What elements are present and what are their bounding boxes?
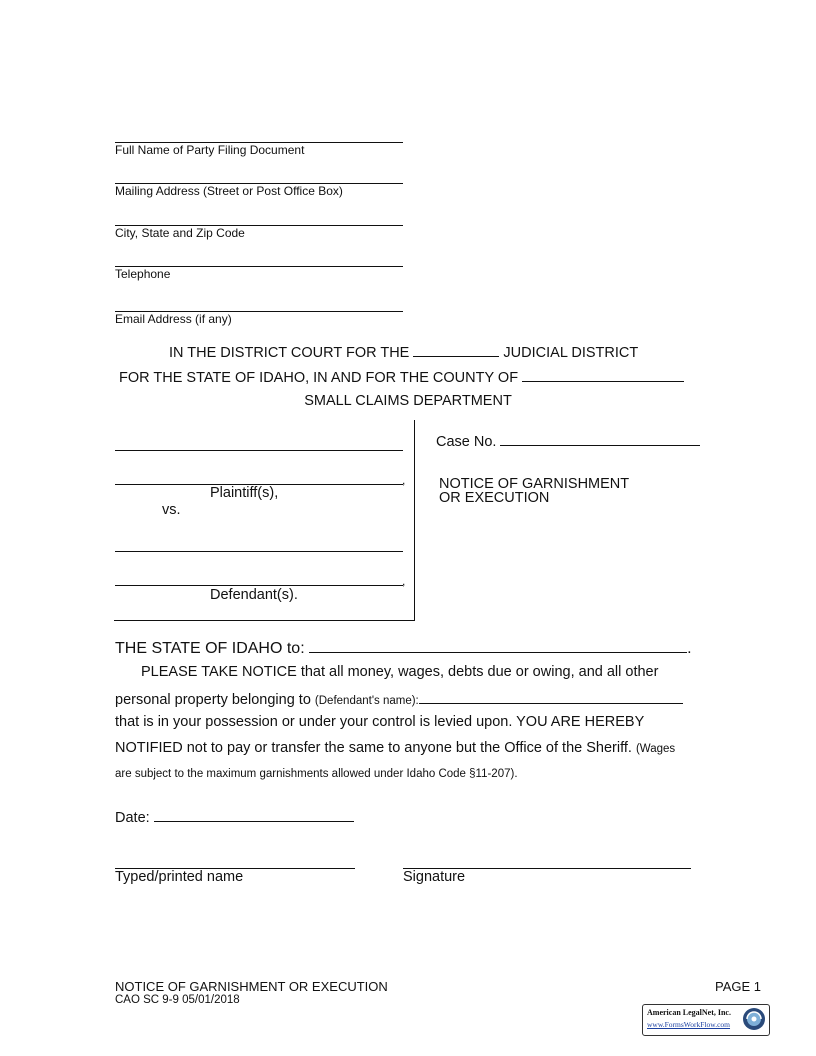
plaintiff-line-1[interactable] — [115, 450, 403, 451]
court-line-3: SMALL CLAIMS DEPARTMENT — [304, 393, 512, 409]
case-no-row — [436, 431, 700, 450]
plaintiff-comma: , — [402, 473, 406, 487]
court-line-1 — [169, 342, 638, 361]
typed-name-label: Typed/printed name — [115, 869, 244, 885]
signature-label: Signature — [403, 869, 466, 885]
defendant-label: Defendant(s). — [210, 587, 298, 603]
telephone-label: Telephone — [115, 267, 171, 281]
doc-title-2: OR EXECUTION — [439, 490, 550, 506]
full-name-label: Full Name of Party Filing Document — [115, 143, 305, 157]
notice-line-2-a: personal property belonging to — [115, 692, 311, 708]
email-label: Email Address (if any) — [115, 312, 232, 326]
doc-title-1: NOTICE OF GARNISHMENT — [439, 476, 630, 492]
judicial-district-blank[interactable] — [413, 342, 499, 357]
notice-line-4-b: (Wages — [635, 743, 676, 755]
logo-url: www.FormsWorkFlow.com — [647, 1020, 731, 1029]
mailing-address-label: Mailing Address (Street or Post Office Box) — [115, 184, 343, 198]
court-line-2-text: FOR THE STATE OF IDAHO, IN AND FOR THE COUNTY OF — [119, 370, 519, 386]
notice-line-1: PLEASE TAKE NOTICE that all money, wages, debts due or owing, and all other — [141, 664, 659, 680]
defendant-name-blank[interactable] — [419, 689, 683, 704]
footer-page: PAGE 1 — [715, 979, 762, 994]
date-row — [115, 807, 354, 826]
footer-form-id: CAO SC 9-9 05/01/2018 — [115, 994, 240, 1006]
american-legalnet-logo[interactable] — [642, 1004, 770, 1036]
state-to-row — [115, 638, 692, 658]
county-blank[interactable] — [522, 367, 684, 382]
court-line-1-a: IN THE DISTRICT COURT FOR THE — [169, 345, 410, 361]
notice-line-5: are subject to the maximum garnishments allowed under Idaho Code §11-207). — [115, 768, 518, 780]
globe-icon — [741, 1006, 767, 1032]
notice-line-4-a: NOTIFIED not to pay or transfer the same to anyone but the Office of the Sheriff. — [115, 740, 632, 756]
defendant-line-1[interactable] — [115, 551, 403, 552]
defendant-name-label: (Defendant's name): — [314, 695, 419, 707]
notice-line-3: that is in your possession or under your control is levied upon. YOU ARE HEREBY — [115, 714, 645, 730]
notice-line-4 — [115, 740, 675, 756]
caption-divider — [414, 420, 415, 621]
defendant-comma: , — [402, 574, 406, 588]
footer-title: NOTICE OF GARNISHMENT OR EXECUTION — [115, 979, 388, 994]
date-blank[interactable] — [154, 807, 354, 822]
caption-bottom-line — [114, 620, 414, 621]
state-to-label: THE STATE OF IDAHO to: — [115, 640, 305, 657]
defendant-line-2[interactable] — [115, 585, 403, 586]
court-line-1-b: JUDICIAL DISTRICT — [503, 345, 639, 361]
state-to-blank[interactable] — [309, 638, 687, 653]
logo-name: American LegalNet, Inc. — [647, 1008, 731, 1017]
vs-label: vs. — [162, 502, 181, 518]
state-to-period: . — [687, 640, 692, 657]
case-no-label: Case No. — [436, 434, 497, 450]
case-no-blank[interactable] — [500, 431, 700, 446]
city-state-zip-label: City, State and Zip Code — [115, 226, 245, 240]
court-line-2 — [119, 367, 684, 386]
plaintiff-label: Plaintiff(s), — [210, 485, 279, 501]
date-label: Date: — [115, 810, 150, 826]
notice-line-2 — [115, 689, 683, 708]
